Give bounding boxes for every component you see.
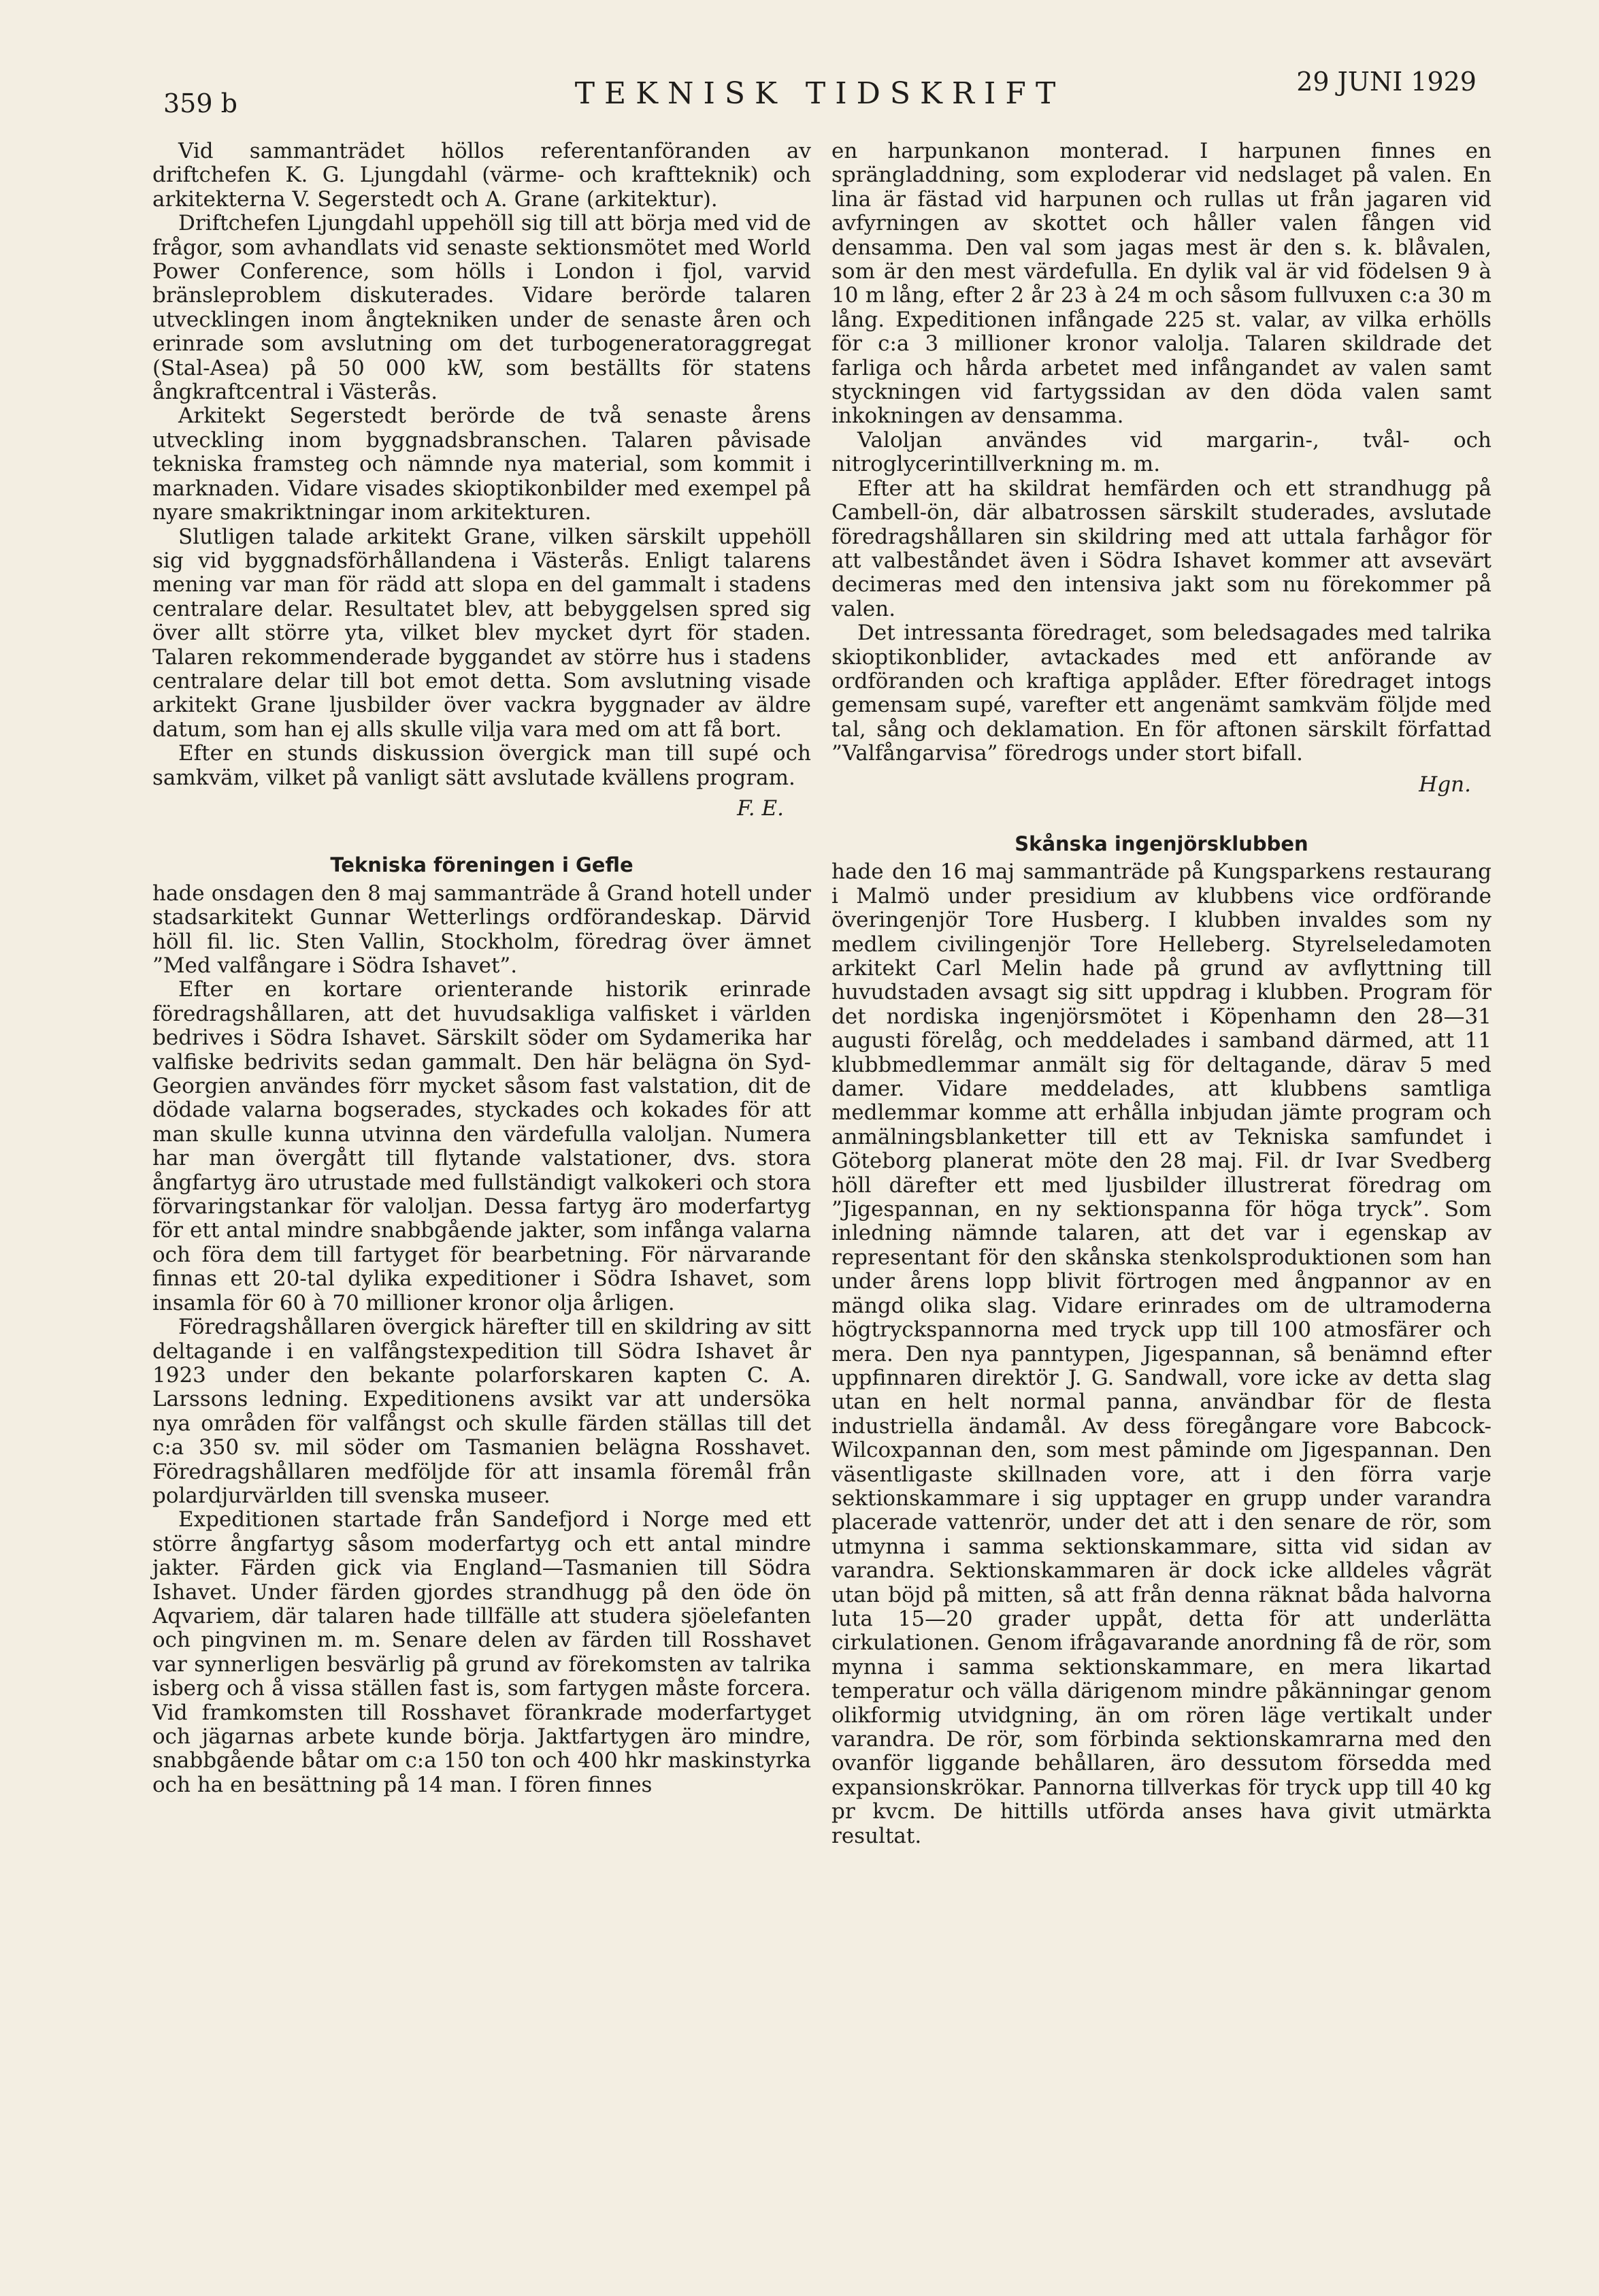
journal-title: TEKNISK TIDSKRIFT	[574, 76, 1066, 111]
right-column	[831, 140, 1491, 1848]
section-heading: Skånska ingenjörsklubben	[1015, 832, 1308, 855]
paragraph: Föredragshållaren övergick härefter till en skildring av sitt deltagande i en valfångstexpedition till Södra Ishavet år 1923 under den bekante polarforskaren kapten C. A. Larssons ledning. Expeditionens avsikt var att undersöka nya områden för valfångst och skulle färden ställas till det c:a 350 sv. mil söder om Tasmanien belägna Rosshavet. Föredragshållaren medföljde för att insamla föremål från polardjurvärlden till svenska museer.	[152, 1315, 811, 1508]
page-number: 359 b	[163, 88, 237, 118]
left-column	[152, 140, 811, 1797]
paragraph: hade onsdagen den 8 maj sammanträde å Grand hotell under stadsarkitekt Gunnar Wetterlings ordförandeskap. Därvid höll fil. lic. Sten Vallin, Stockholm, föredrag över ämnet ”Med valfångare i Södra Ishavet”.	[152, 881, 811, 978]
paragraph: Driftchefen Ljungdahl uppehöll sig till att börja med vid de frågor, som avhandlats vid senaste sektionsmötet med World Power Conference, som hölls i London i fjol, varvid bränsleproblem diskuterades. Vidare berörde talaren utvecklingen inom ångtekniken under de senaste åren och erinrade som avslutning om det turbogeneratoraggregat (Stal-Asea) på 50 000 kW, som beställts för statens ångkraftcentral i Västerås.	[152, 211, 811, 405]
paragraph: Efter att ha skildrat hemfärden och ett strandhugg på Cambell-ön, där albatrossen särskilt studerades, avslutade föredragshållaren sin skildring med att uttala farhågor för att valbeståndet även i Södra Ishavet kommer att avsevärt decimeras med den intensiva jakt som nu förekommer på valen.	[831, 476, 1491, 621]
paragraph: Vid sammanträdet höllos referentanföranden av driftchefen K. G. Ljungdahl (värme- och kraftteknik) och arkitekterna V. Segerstedt och A. Grane (arkitektur).	[152, 139, 811, 212]
paragraph: Valoljan användes vid margarin-, tvål- och nitroglycerintillverkning m. m.	[831, 427, 1491, 477]
paragraph: Expeditionen startade från Sandefjord i Norge med ett större ångfartyg såsom moderfartyg och ett antal mindre jakter. Färden gick via England—Tasmanien till Södra Ishavet. Under färden gjordes strandhugg på den öde ön Aqvariem, där talaren hade tillfälle att studera sjöelefanten och pingvinen m. m. Senare delen av färden till Rosshavet var synnerligen besvärlig på grund av förekomsten av talrika isberg och å vissa ställen fast is, som fartygen måste forcera. Vid framkomsten till Rosshavet förankrade moderfartyget och jägarnas arbete kunde börja. Jaktfartygen äro mindre, snabbgående båtar om c:a 150 ton och 400 hkr maskinstyrka och ha en besättning på 14 man. I fören finnes	[152, 1507, 811, 1797]
paragraph: Efter en stunds diskussion övergick man till supé och samkväm, vilket på vanligt sätt avslutade kvällens program.	[152, 741, 811, 790]
paragraph: Slutligen talade arkitekt Grane, vilken särskilt uppehöll sig vid byggnadsförhållandena i Västerås. Enligt talarens mening var man för rädd att slopa en del gammalt i stadens centralare delar. Resultatet blev, att bebyggelsen spred sig över allt större yta, vilket blev mycket dyrt för staden. Talaren rekommenderade byggandet av större hus i stadens centralare delar till bot emot detta. Som avslutning visade arkitekt Grane ljusbilder över vackra byggnader av äldre datum, som han ej alls skulle vilja vara med om att få bort.	[152, 524, 811, 742]
paragraph: Det intressanta föredraget, som beledsagades med talrika skioptikonblider, avtackades med ett anförande av ordföranden och kraftiga applåder. Efter föredraget intogs gemensam supé, varefter ett angenämt samkväm följde med tal, sång och deklamation. En för aftonen särskilt författad ”Valfångarvisa” föredrogs under stort bifall.	[831, 621, 1491, 766]
paragraph: hade den 16 maj sammanträde på Kungsparkens restaurang i Malmö under presidium av klubbens vice ordförande överingenjör Tore Husberg. I klubben invaldes som ny medlem civilingenjör Tore Helleberg. Styrelseledamoten arkitekt Carl Melin hade på grund av avflyttning till huvudstaden avsagt sig sitt uppdrag i klubben. Program för det nordiska ingenjörsmötet i Köpenhamn den 28—31 augusti förelåg, och meddelades i samband därmed, att 11 klubbmedlemmar anmält sig för deltagande, därav 5 med damer. Vidare meddelades, att klubbens samtliga medlemmar komme att erhålla inbjudan jämte program och anmälningsblanketter till ett av Tekniska samfundet i Göteborg planerat möte den 28 maj. Fil. dr Ivar Svedberg höll därefter ett med ljusbilder illustrerat föredrag om ”Jigespannan, en ny sektionspanna för höga tryck”. Som inledning nämnde talaren, att det var i egenskap av representant för den skånska stenkolsproduktionen som han under årens lopp blivit förtrogen med ångpannor av en mängd olika slag. Vidare erinrades om de ultramoderna högtryckspannorna med tryck upp till 100 atmosfärer och mera. Den nya panntypen, Jigespannan, så benämnd efter uppfinnaren direktör J. G. Sandwall, vore icke av detta slag utan en helt normal panna, användbar för de flesta industriella ändamål. Av dess föregångare vore Babcock-Wilcoxpannan den, som mest påminde om Jigespannan. Den väsentligaste skillnaden vore, att i den förra varje sektionskammare i sig upptager en grupp under varandra placerade vattenrör, under det att i den senare de rör, som utmynna i samma sektionskammare, sitta vid sidan av varandra. Sektionskammaren är dock icke alldeles vågrät utan böjd på mitten, så att från denna räknat båda halvorna luta 15—20 grader uppåt, detta för att underlätta cirkulationen. Genom ifrågavarande anordning få de rör, som mynna i samma sektionskammare, en mera likartad temperatur och välla därigenom mindre påkänningar genom olikformig utvidgning, än om rören läge vertikalt under varandra. De rör, som förbinda sektionskamrarna med den ovanför liggande behållaren, äro dessutom försedda med expansionskrökar. Pannorna tillverkas för tryck upp till 40 kg pr kvcm. De hittills utförda anses hava givit utmärkta resultat.	[831, 859, 1491, 1848]
page-header	[163, 61, 1477, 122]
paragraph: Arkitekt Segerstedt berörde de två senaste årens utveckling inom byggnadsbranschen. Talaren påvisade tekniska framsteg och nämnde nya material, som kommit i marknaden. Vidare visades skioptikonbilder med exempel på nyare smakriktningar inom arkitekturen.	[152, 404, 811, 525]
paragraph: en harpunkanon monterad. I harpunen finnes en sprängladdning, som exploderar vid nedslaget på valen. En lina är fästad vid harpunen och rullas ut från jagaren vid avfyrningen av skottet och håller valen fången vid densamma. Den val som jagas mest är den s. k. blåvalen, som är den mest värdefulla. En dylik val är vid födelsen 9 à 10 m lång, efter 2 år 23 à 24 m och såsom fullvuxen c:a 30 m lång. Expeditionen infångade 225 st. valar, av vilka erhölls för c:a 3 millioner kronor valolja. Talaren skildrade det farliga och hårda arbetet med infångandet av valen samt styckningen vid fartygssidan av den döda valen samt inkokningen av densamma.	[831, 139, 1491, 429]
section-heading: Tekniska föreningen i Gefle	[330, 853, 633, 877]
signature: Hgn.	[1419, 772, 1471, 797]
issue-date: 29 JUNI 1929	[1296, 67, 1477, 97]
paragraph: Efter en kortare orienterande historik erinrade föredragshållaren, att det huvudsakliga valfisket i världen bedrives i Södra Ishavet. Särskilt söder om Sydamerika har valfiske bedrivits sedan gammalt. Den här belägna ön Syd-Georgien användes förr mycket såsom fast valstation, dit de dödade valarna bogserades, styckades och kokades för att man skulle kunna utvinna den värdefulla valoljan. Numera har man övergått till flytande valstationer, dvs. stora ångfartyg äro utrustade med fullständigt valkokeri och stora förvaringstankar för valoljan. Dessa fartyg äro moderfartyg för ett antal mindre snabbgående jakter, som infånga valarna och föra dem till fartyget för bearbetning. För närvarande finnas ett 20-tal dylika expeditioner i Södra Ishavet, som insamla för 60 à 70 millioner kronor olja årligen.	[152, 977, 811, 1315]
signature: F. E.	[737, 796, 784, 821]
